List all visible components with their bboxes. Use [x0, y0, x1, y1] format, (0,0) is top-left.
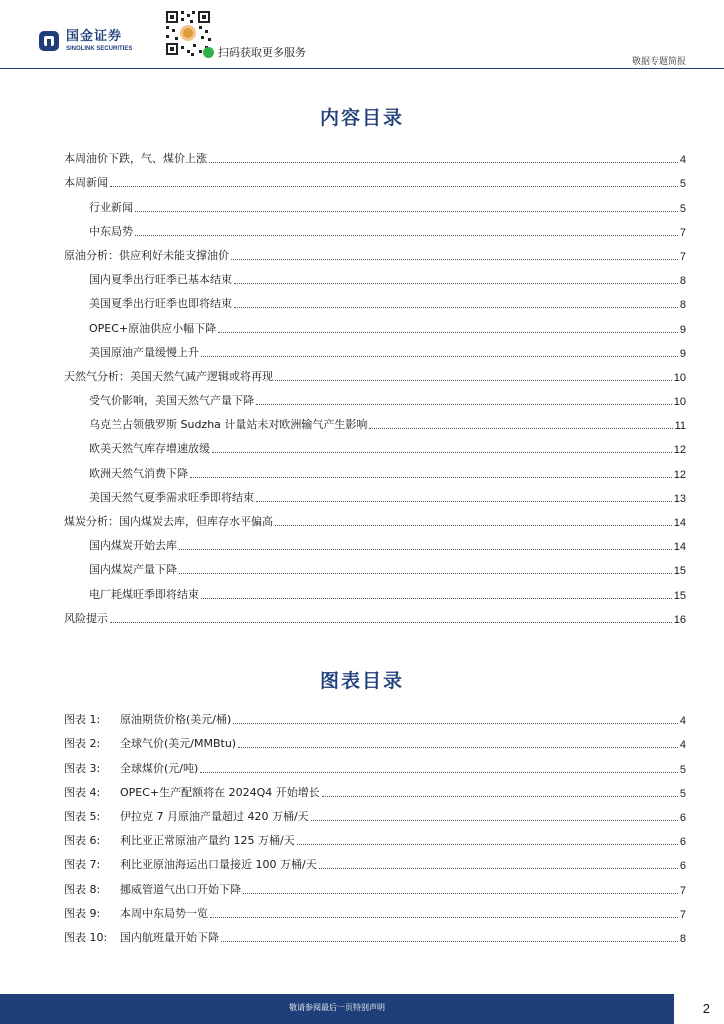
dot-leader — [256, 501, 672, 502]
figure-entry[interactable] — [64, 872, 686, 896]
figure-entry-page: 7 — [679, 908, 686, 921]
dot-leader — [179, 573, 672, 574]
dot-leader — [256, 404, 672, 405]
toc-entry[interactable] — [64, 360, 686, 384]
toc-entry-page: 13 — [673, 492, 686, 505]
dot-leader — [319, 868, 678, 869]
toc-entry[interactable] — [64, 408, 686, 432]
figure-entry-title: 全球气价(美元/MMBtu) — [120, 737, 237, 751]
dot-leader — [110, 186, 678, 187]
figure-entry-number: 图表 10: — [64, 930, 108, 944]
toc-entry-label: 行业新闻 — [89, 200, 133, 214]
figure-entry-label — [64, 856, 317, 872]
dot-leader — [275, 380, 672, 381]
figure-entry-number: 图表 4: — [64, 785, 101, 799]
figure-entry-title: 国内航班量开始下降 — [120, 930, 219, 944]
dot-leader — [135, 235, 678, 236]
figure-entry-page: 8 — [679, 932, 686, 945]
figure-entry-label — [64, 905, 208, 921]
qr-caption — [203, 44, 306, 60]
figure-entry[interactable] — [64, 800, 686, 824]
toc-entry-page: 5 — [679, 202, 686, 215]
dot-leader — [201, 598, 672, 599]
toc-entry[interactable] — [64, 239, 686, 263]
toc-entry-label: 风险提示 — [64, 611, 108, 625]
dot-leader — [231, 259, 678, 260]
figure-entry-page: 6 — [679, 836, 686, 849]
report-type-label: 敬据专题简报 — [631, 57, 686, 67]
company-logo — [38, 30, 132, 52]
toc-entry[interactable] — [64, 166, 686, 190]
table-of-contents — [64, 142, 686, 626]
toc-entry[interactable] — [64, 311, 686, 335]
figure-entry[interactable] — [64, 727, 686, 751]
figure-entry[interactable] — [64, 751, 686, 775]
toc-entry[interactable] — [64, 263, 686, 287]
figure-entry-label — [64, 808, 309, 824]
dot-leader — [238, 747, 678, 748]
toc-entry-label: 国内煤炭开始去库 — [89, 539, 177, 553]
dot-leader — [212, 452, 672, 453]
figure-entry[interactable] — [64, 824, 686, 848]
figure-entry-title: 利比亚正常原油产量约 125 万桶/天 — [120, 834, 295, 848]
figure-entry-title: 挪威管道气出口开始下降 — [120, 882, 241, 896]
toc-entry-page: 5 — [679, 178, 686, 191]
toc-entry[interactable] — [64, 529, 686, 553]
figures-title: 图表目录 — [319, 670, 404, 692]
toc-entry[interactable] — [64, 481, 686, 505]
figure-entry-number: 图表 6: — [64, 834, 101, 848]
dot-leader — [297, 844, 678, 845]
dot-leader — [210, 917, 678, 918]
dot-leader — [243, 893, 678, 894]
toc-entry[interactable] — [64, 456, 686, 480]
logo-english-name: SINOLINK SECURITIES — [66, 46, 133, 52]
wechat-icon — [203, 47, 214, 58]
figure-entry-title: 本周中东局势一览 — [120, 906, 208, 920]
figure-entry-page: 5 — [679, 763, 686, 776]
figure-entry-label — [64, 760, 198, 776]
figure-entry-label — [64, 929, 219, 945]
dot-leader — [218, 332, 678, 333]
figure-entry-number: 图表 3: — [64, 761, 101, 775]
toc-entry-page: 14 — [673, 517, 686, 529]
figure-entry-label — [64, 832, 295, 848]
toc-entry-page: 16 — [673, 613, 686, 626]
dot-leader — [311, 820, 678, 821]
toc-entry[interactable] — [64, 577, 686, 601]
toc-entry[interactable] — [64, 505, 686, 529]
figure-entry[interactable] — [64, 848, 686, 872]
page-header — [0, 0, 724, 68]
dot-leader — [275, 525, 672, 526]
figure-entry[interactable] — [64, 921, 686, 945]
toc-entry[interactable] — [64, 190, 686, 214]
toc-entry-label: OPEC+原油供应小幅下降 — [89, 321, 217, 335]
toc-entry-label: 电厂耗煤旺季即将结束 — [89, 587, 199, 601]
dot-leader — [200, 772, 678, 773]
dot-leader — [110, 622, 672, 623]
footer-bar — [0, 994, 674, 1024]
figure-entry-title: OPEC+生产配额将在 2024Q4 开始增长 — [120, 785, 320, 799]
toc-entry[interactable] — [64, 384, 686, 408]
figure-entry-number: 图表 1: — [64, 713, 101, 727]
toc-entry-page: 14 — [673, 541, 686, 554]
figure-entry-page: 7 — [679, 884, 686, 897]
toc-entry-label: 受气价影响，美国天然气产量下降 — [89, 394, 254, 408]
figure-entry[interactable] — [64, 703, 686, 727]
figure-entry-page: 6 — [679, 811, 686, 824]
figure-entry-number: 图表 7: — [64, 858, 101, 872]
figure-entry-number: 图表 8: — [64, 882, 101, 896]
page-number: 2 — [702, 1001, 710, 1016]
figure-entry-title: 利比亚原油海运出口量接近 100 万桶/天 — [120, 858, 317, 872]
toc-entry-label: 美国夏季出行旺季也即将结束 — [89, 297, 232, 311]
toc-entry-label: 原油分析：供应利好未能支撑油价 — [64, 248, 229, 262]
dot-leader — [369, 428, 672, 429]
toc-entry-label: 国内煤炭产量下降 — [89, 563, 177, 577]
figure-entry-page: 4 — [679, 715, 686, 728]
dot-leader — [322, 796, 678, 797]
figure-entry-number: 图表 2: — [64, 737, 101, 751]
toc-entry-page: 15 — [673, 565, 686, 578]
toc-entry-label: 煤炭分析：国内煤炭去库，但库存水平偏高 — [64, 515, 273, 528]
toc-entry-label: 美国原油产量缓慢上升 — [89, 345, 199, 359]
toc-entry[interactable] — [64, 287, 686, 311]
dot-leader — [234, 307, 678, 308]
toc-entry-label: 乌克兰占领俄罗斯 Sudzha 计量站未对欧洲输气产生影响 — [89, 418, 368, 432]
figure-entry-label — [64, 735, 236, 751]
toc-entry-page: 9 — [679, 323, 686, 336]
qr-caption-text: 扫码获取更多服务 — [218, 46, 306, 59]
toc-entry[interactable] — [64, 215, 686, 239]
toc-entry-label: 本周油价下跌，气、煤价上涨 — [64, 152, 207, 166]
toc-entry-label: 本周新闻 — [64, 176, 108, 190]
toc-entry-label: 美国天然气夏季需求旺季即将结束 — [89, 490, 254, 504]
toc-entry[interactable] — [64, 432, 686, 456]
toc-entry-page: 7 — [679, 250, 686, 263]
dot-leader — [135, 211, 678, 212]
toc-entry-page: 9 — [679, 347, 686, 360]
figure-entry-label — [64, 881, 241, 897]
toc-entry-label: 国内夏季出行旺季已基本结束 — [89, 273, 232, 287]
toc-entry-label: 中东局势 — [89, 224, 133, 238]
toc-entry-page: 7 — [679, 226, 686, 239]
dot-leader — [234, 283, 678, 284]
toc-entry[interactable] — [64, 553, 686, 577]
dot-leader — [179, 549, 672, 550]
toc-entry-page: 12 — [673, 444, 686, 457]
figure-entry-title: 原油期货价格(美元/桶) — [120, 713, 232, 727]
toc-entry-page: 10 — [673, 371, 686, 384]
toc-entry-page: 4 — [679, 154, 686, 167]
logo-emblem-icon — [38, 30, 60, 52]
figure-entry-number: 图表 9: — [64, 906, 101, 920]
dot-leader — [201, 356, 678, 357]
toc-entry-label: 天然气分析：美国天然气减产逻辑或将再现 — [64, 369, 273, 383]
dot-leader — [209, 162, 678, 163]
page-footer — [0, 994, 724, 1024]
figure-entry[interactable] — [64, 897, 686, 921]
toc-entry-page: 8 — [679, 275, 686, 288]
figure-entry-page: 4 — [679, 739, 686, 752]
toc-entry-page: 8 — [679, 299, 686, 312]
toc-entry-page: 10 — [673, 396, 686, 409]
toc-entry[interactable] — [64, 142, 686, 166]
toc-entry-page: 12 — [673, 468, 686, 481]
figure-entry[interactable] — [64, 776, 686, 800]
figure-entry-title: 伊拉克 7 月原油产量超过 420 万桶/天 — [120, 809, 309, 823]
header-divider — [0, 68, 724, 69]
footer-disclaimer: 敬请参阅最后一页特别声明 — [289, 1003, 385, 1012]
toc-entry-page: 15 — [673, 589, 686, 602]
toc-entry-label: 欧美天然气库存增速放缓 — [89, 442, 210, 456]
toc-entry-page: 11 — [674, 420, 686, 433]
dot-leader — [221, 941, 678, 942]
figure-entry-page: 5 — [679, 787, 686, 800]
figure-entry-page: 6 — [679, 860, 686, 873]
dot-leader — [233, 723, 678, 724]
figure-entry-label — [64, 711, 231, 727]
figure-entry-label — [64, 784, 320, 800]
figure-entry-title: 全球煤价(元/吨) — [120, 761, 199, 775]
dot-leader — [190, 477, 672, 478]
list-of-figures — [64, 703, 686, 945]
toc-title: 内容目录 — [319, 107, 404, 129]
logo-chinese-name: 国金证券 — [66, 29, 123, 44]
toc-entry[interactable] — [64, 602, 686, 626]
figure-entry-number: 图表 5: — [64, 809, 101, 823]
toc-entry-label: 欧洲天然气消费下降 — [89, 466, 188, 480]
toc-entry[interactable] — [64, 336, 686, 360]
